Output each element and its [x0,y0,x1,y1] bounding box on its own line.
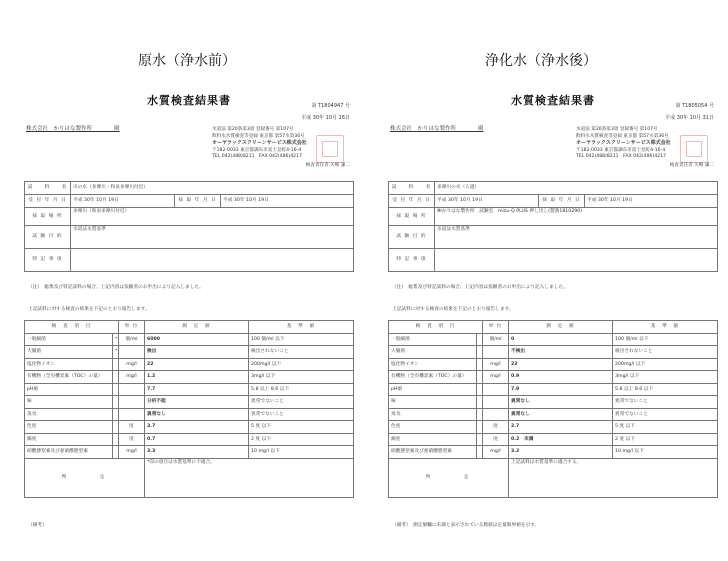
issuer-block [212,127,350,170]
info-label: 特 記 事 項 [25,249,71,272]
item-name: 有機物（全有機炭素（TOC）の量） [25,371,113,384]
item-name: pH値 [389,383,477,396]
info-value: ㈱かりはな製作所 試験室 mizu-Q PLUS 押し出し(製番1810290) [435,208,718,226]
report-statement: 上記試料に対する検査の結果を下記のとおり報告します。 [392,307,514,312]
info-value: 川の水（多摩川・和泉多摩川付近） [71,182,354,195]
item-name: 色度 [25,421,113,434]
caption-purified-water: 浄化水（浄水後） [485,53,597,69]
item-name: 味 [389,396,477,409]
item-standard: 3mg/l 以下 [613,371,718,384]
item-value: 3.7 [145,421,249,434]
sample-note: （注） 総集及び特記試料の場合、上記内容は依頼者のお申出により記入しました。 [28,285,204,290]
judgement-value: 上記試料は水質基準に適合する。 [509,458,718,497]
item-value: 7.9 [509,383,613,396]
caption-raw-water: 原水（浄水前） [138,53,236,69]
issuer-company: オーヤラックスクリーンサービス株式会社 [212,140,307,147]
item-unit [483,383,509,396]
issuer-registration-2: 飲料水水質検査等登録 東京都 第57水第36号 [576,133,669,139]
item-value: 0.9 [509,371,613,384]
info-value: 平成 30年 10月 19日 [71,195,175,208]
item-unit [119,346,145,359]
info-value [71,249,354,272]
report-purified-water [388,95,718,535]
item-unit: mg/l [483,446,509,459]
sample-info-table [24,181,354,272]
issuer-registration-1: 水道法 第20条第3項 登録番号 第107号 [576,127,658,132]
issuer-responsible: 検査責任者 矢嶋 謙二 [669,162,714,168]
info-label: 採 取 年 月 日 [175,195,221,208]
report-statement: 上記試料に対する検査の結果を下記のとおり報告します。 [28,307,150,312]
item-standard: 5.8 以上 8.6 以下 [249,383,354,396]
item-standard: 異常でないこと [613,396,718,409]
item-standard: 検出されないこと [249,346,354,359]
info-row [25,195,354,208]
item-unit [119,396,145,409]
info-value: 平成 30年 10月 19日 [221,195,354,208]
customer-name: 株式会社 かりはな製作所 殿 [390,126,484,132]
table-row [389,433,718,446]
issuer-block [576,127,714,170]
table-row [25,371,354,384]
item-standard: 100 個/ml 以下 [249,333,354,346]
item-standard: 3mg/l 以下 [249,371,354,384]
doc-title: 水質検査結果書 [511,94,595,107]
nonconform-mark: * [113,333,119,346]
info-label: 採 取 年 月 日 [539,195,585,208]
item-standard: 5 度 以下 [249,421,354,434]
info-row [389,226,718,249]
item-standard: 100 個/ml 以下 [613,333,718,346]
item-value: 検出 [145,346,249,359]
remarks: （備考） 測定値欄に未満と表示されている数値は定量限界値を示す。 [392,523,540,528]
issuer-tel-fax: TEL 042(488)8211 FAX 042(486)4217 [212,154,302,160]
doc-number: 第 T1805054 号 [675,103,714,109]
item-name: 一般細菌 [25,333,113,346]
remarks: （備考） [28,523,47,528]
item-standard: 10 mg/l 以下 [249,446,354,459]
doc-number: 第 T1804947 号 [311,103,350,109]
item-name: 臭気 [25,408,113,421]
issuer-registration-1: 水道法 第20条第3項 登録番号 第107号 [212,127,294,132]
info-value: 多摩川の水（ろ過） [435,182,718,195]
doc-date: 平成 30年 10月 31日 [665,115,714,121]
info-value: 水道法水質基準 [71,226,354,249]
item-name: 一般細菌 [389,333,477,346]
info-label: 試 料 名 [389,182,435,195]
item-unit: mg/l [483,371,509,384]
table-row [25,333,354,346]
header-item: 検 査 項 目 [25,321,119,334]
issuer-address: 〒182-0033 東京都調布市富士見町4-16-4 [576,147,666,153]
item-unit: mg/l [483,358,509,371]
item-standard: 異常でないこと [249,396,354,409]
item-name: 塩化物イオン [25,358,113,371]
item-value: 分析不能 [145,396,249,409]
item-name: 臭気 [389,408,477,421]
info-value [435,249,718,272]
info-label: 試 験 目 的 [25,226,71,249]
table-row [389,421,718,434]
results-header-row [389,321,718,334]
info-label: 採 取 場 所 [389,208,435,226]
judgement-value: *印の項目は水質基準に不適合。 [145,458,354,497]
report-raw-water [24,95,354,535]
table-row [25,346,354,359]
info-row [389,208,718,226]
item-name: 色度 [389,421,477,434]
item-standard: 10 mg/l 以下 [613,446,718,459]
item-name: 硝酸態窒素及び亜硝酸態窒素 [25,446,113,459]
item-value: 1.2 [145,371,249,384]
judgement-label: 判 定 [25,458,145,497]
item-unit: mg/l [119,446,145,459]
table-row [25,396,354,409]
table-row [25,383,354,396]
item-value: 6000 [145,333,249,346]
item-name: 塩化物イオン [389,358,477,371]
item-value: 異常なし [509,408,613,421]
item-unit [483,396,509,409]
customer-name: 株式会社 かりはな製作所 殿 [26,126,120,132]
table-row [25,408,354,421]
table-row [389,383,718,396]
item-standard: 5.8 以上 8.6 以下 [613,383,718,396]
item-unit: 個/ml [119,333,145,346]
info-label: 試 験 目 的 [389,226,435,249]
header-unit: 単 位 [483,321,509,334]
judgement-row [25,458,354,497]
results-header-row [25,321,354,334]
item-value: 不検出 [509,346,613,359]
nonconform-mark: * [113,346,119,359]
table-row [25,446,354,459]
info-label: 受 付 年 月 日 [25,195,71,208]
item-value: 0.2 未満 [509,433,613,446]
table-row [25,358,354,371]
item-standard: 異常でないこと [249,408,354,421]
item-unit [119,408,145,421]
issuer-company: オーヤラックスクリーンサービス株式会社 [576,140,671,147]
item-standard: 2 度 以下 [613,433,718,446]
info-row [389,195,718,208]
item-name: 大腸菌 [25,346,113,359]
info-label: 受 付 年 月 日 [389,195,435,208]
info-label: 採 取 場 所 [25,208,71,226]
item-name: 濁度 [389,433,477,446]
header-standard: 基 準 値 [613,321,718,334]
item-value: 異常なし [509,396,613,409]
item-name: pH値 [25,383,113,396]
item-value: 7.7 [145,383,249,396]
info-row [25,249,354,272]
issuer-responsible: 検査責任者 矢嶋 謙二 [305,162,350,168]
header-standard: 基 準 値 [249,321,354,334]
item-value: 異常なし [145,408,249,421]
info-row [25,182,354,195]
item-unit: 個/ml [483,333,509,346]
item-value: 2.7 [509,421,613,434]
item-standard: 5 度 以下 [613,421,718,434]
table-row [389,346,718,359]
table-row [25,433,354,446]
info-value: 平成 30年 10月 19日 [435,195,539,208]
item-name: 濁度 [25,433,113,446]
item-unit: 度 [119,421,145,434]
item-value: 3.3 [145,446,249,459]
item-value: 22 [145,358,249,371]
item-unit [483,408,509,421]
doc-date: 平成 30年 10月 26日 [301,115,350,121]
info-label: 特 記 事 項 [389,249,435,272]
item-name: 大腸菌 [389,346,477,359]
item-value: 22 [509,358,613,371]
table-row [25,421,354,434]
results-table [24,320,354,498]
info-row [389,249,718,272]
item-name: 硝酸態窒素及び亜硝酸態窒素 [389,446,477,459]
item-unit: 度 [483,433,509,446]
item-value: 0 [509,333,613,346]
table-row [389,408,718,421]
item-unit: mg/l [119,371,145,384]
header-unit: 単 位 [119,321,145,334]
item-standard: 検出されないこと [613,346,718,359]
header-item: 検 査 項 目 [389,321,483,334]
info-row [25,226,354,249]
issuer-address: 〒182-0033 東京都調布市富士見町4-16-4 [212,147,302,153]
item-value: 0.7 [145,433,249,446]
judgement-row [389,458,718,497]
header-value: 測 定 値 [509,321,613,334]
sample-note: （注） 総集及び特記試料の場合、上記内容は依頼者のお申出により記入しました。 [392,285,568,290]
info-value: 多摩川（和泉多摩川付近） [71,208,354,226]
item-unit: mg/l [119,358,145,371]
doc-title: 水質検査結果書 [147,94,231,107]
info-value: 水道法水質基準 [435,226,718,249]
item-standard: 200mg/l 以下 [613,358,718,371]
item-name: 有機物（全有機炭素（TOC）の量） [389,371,477,384]
item-name: 味 [25,396,113,409]
issuer-tel-fax: TEL 042(488)8211 FAX 042(486)4217 [576,154,666,160]
results-table [388,320,718,498]
item-value: 3.2 [509,446,613,459]
table-row [389,396,718,409]
info-row [389,182,718,195]
info-label: 試 料 名 [25,182,71,195]
item-standard: 200mg/l 以下 [249,358,354,371]
info-row [25,208,354,226]
item-unit [119,383,145,396]
item-unit: 度 [483,421,509,434]
item-standard: 2 度 以下 [249,433,354,446]
table-row [389,371,718,384]
table-row [389,333,718,346]
table-row [389,446,718,459]
item-standard: 異常でないこと [613,408,718,421]
issuer-registration-2: 飲料水水質検査等登録 東京都 第57水第36号 [212,133,305,139]
item-unit [483,346,509,359]
info-value: 平成 30年 10月 19日 [585,195,718,208]
table-row [389,358,718,371]
header-value: 測 定 値 [145,321,249,334]
item-unit: 度 [119,433,145,446]
sample-info-table [388,181,718,272]
judgement-label: 判 定 [389,458,509,497]
